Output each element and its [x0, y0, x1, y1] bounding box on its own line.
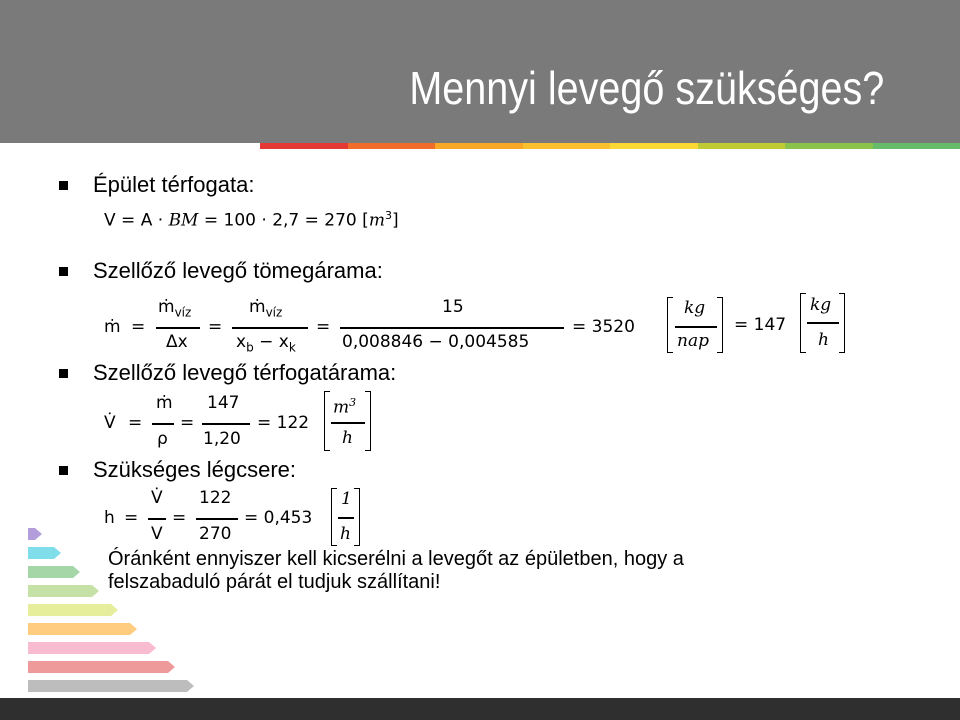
air-change-lhs: h — [104, 508, 115, 528]
height-term: BM — [168, 210, 199, 231]
fraction-bar — [331, 422, 365, 424]
unit-open-bracket — [324, 391, 330, 451]
equals-sign: = — [131, 317, 146, 337]
fraction-numerator — [158, 297, 191, 322]
fraction-bar — [152, 423, 174, 425]
fraction-numerator: V̇ — [151, 488, 163, 508]
minus-sign: − — [259, 332, 274, 352]
area-value: = 100 — [203, 210, 256, 231]
subscript: b — [246, 340, 254, 355]
fraction-numerator: 147 — [207, 393, 240, 413]
unit-numerator — [333, 393, 356, 418]
fraction-bar — [156, 327, 200, 329]
subscript: víz — [174, 305, 192, 320]
fraction-bar — [807, 322, 839, 324]
unit-open-bracket — [800, 293, 806, 353]
mass-flow-lhs: ṁ — [104, 317, 121, 337]
fraction-denominator — [236, 332, 296, 357]
moisture-term: x — [278, 332, 289, 352]
unit-denominator: nap — [677, 331, 709, 351]
volume-unit: m — [368, 210, 385, 231]
color-stripe-bar — [260, 143, 960, 149]
stripe — [523, 143, 611, 149]
stripe — [873, 143, 960, 149]
unit-open-bracket — [331, 488, 337, 546]
bullet-marker — [59, 466, 68, 475]
volume-formula — [104, 206, 399, 231]
slide-footer — [0, 698, 960, 720]
energy-bar — [28, 680, 194, 692]
stripe — [348, 143, 436, 149]
explanation-line-1: Óránként ennyiszer kell kicserélni a levegőt az épületben, hogy a — [108, 548, 684, 570]
stripe — [785, 143, 873, 149]
fraction-denominator: 0,008846 − 0,004585 — [342, 332, 530, 352]
equals-sign: = — [172, 508, 187, 528]
unit-exponent: 3 — [349, 396, 357, 409]
equals-sign: = — [128, 413, 143, 433]
unit-close-bracket — [354, 488, 360, 546]
unit-numerator: 1 — [341, 489, 352, 509]
unit-close-bracket — [365, 391, 371, 451]
energy-bar — [28, 623, 137, 635]
multiply-dot: · — [157, 210, 164, 231]
stripe — [698, 143, 786, 149]
volume-flow-heading: Szellőző levegő térfogatárama: — [93, 360, 397, 385]
subscript: víz — [265, 305, 283, 320]
subscript: k — [288, 340, 296, 355]
unit-denominator: h — [342, 428, 353, 448]
air-change-heading: Szükséges légcsere: — [93, 457, 296, 482]
air-change-result: = 0,453 — [244, 508, 313, 528]
volume-result: = 270 — [304, 210, 357, 231]
mass-flow-symbol: ṁ — [158, 297, 175, 317]
unit-numerator: kg — [684, 298, 706, 318]
unit-denominator: h — [818, 330, 829, 350]
mass-flow-result-daily: = 3520 — [572, 317, 635, 337]
unit-open-bracket: [ — [362, 210, 369, 231]
equals-sign: = — [180, 413, 195, 433]
unit-close-bracket: ] — [391, 210, 399, 231]
equals-sign: = — [124, 508, 139, 528]
fraction-bar — [232, 327, 308, 329]
fraction-numerator: 122 — [199, 488, 232, 508]
volume-lhs: V — [104, 210, 116, 231]
fraction-denominator: V — [151, 524, 163, 544]
fraction-numerator: ṁ — [156, 393, 173, 413]
fraction-bar — [202, 423, 250, 425]
equals-sign: = — [316, 317, 331, 337]
unit-denominator: h — [340, 524, 351, 544]
fraction-bar — [340, 327, 564, 329]
fraction-numerator — [249, 297, 282, 322]
area-term: A — [140, 210, 153, 231]
fraction-denominator: ρ — [157, 429, 168, 449]
volume-heading: Épület térfogata: — [93, 172, 255, 197]
bullet-marker — [59, 181, 68, 190]
fraction-bar — [675, 326, 717, 328]
explanation-line-2: felszabaduló párát el tudjuk szállítani! — [108, 571, 441, 593]
energy-bar — [28, 642, 156, 654]
fraction-denominator: Δx — [166, 332, 188, 352]
unit-exponent: 3 — [384, 209, 392, 222]
unit-close-bracket — [839, 293, 845, 353]
equals-sign: = — [208, 317, 223, 337]
volume-flow-lhs: V̇ — [104, 413, 116, 433]
mass-flow-symbol: ṁ — [249, 297, 266, 317]
equals-sign: = — [121, 210, 136, 231]
fraction-denominator: 270 — [199, 524, 232, 544]
stripe — [435, 143, 523, 149]
energy-bar — [28, 661, 175, 673]
mass-flow-result-hourly: = 147 — [734, 315, 787, 335]
multiply-dot: · — [261, 210, 267, 231]
unit-symbol: m — [333, 397, 350, 418]
slide-title: Mennyi levegő szükséges? — [409, 62, 885, 114]
unit-numerator: kg — [810, 295, 832, 315]
energy-bar — [28, 566, 80, 578]
moisture-term: x — [236, 332, 247, 352]
bullet-marker — [59, 267, 68, 276]
fraction-bar — [196, 518, 238, 520]
stripe — [260, 143, 348, 149]
volume-flow-result: = 122 — [257, 413, 310, 433]
unit-open-bracket — [667, 297, 673, 353]
energy-bar — [28, 528, 42, 540]
fraction-denominator: 1,20 — [203, 429, 241, 449]
energy-bar — [28, 604, 118, 616]
stripe — [610, 143, 698, 149]
mass-flow-heading: Szellőző levegő tömegárama: — [93, 258, 383, 283]
fraction-bar — [338, 517, 354, 519]
height-value: 2,7 — [272, 210, 300, 231]
unit-close-bracket — [717, 297, 723, 353]
energy-bar — [28, 547, 61, 559]
fraction-numerator: 15 — [442, 297, 464, 317]
energy-bar — [28, 585, 99, 597]
fraction-bar — [148, 518, 166, 520]
bullet-marker — [59, 369, 68, 378]
